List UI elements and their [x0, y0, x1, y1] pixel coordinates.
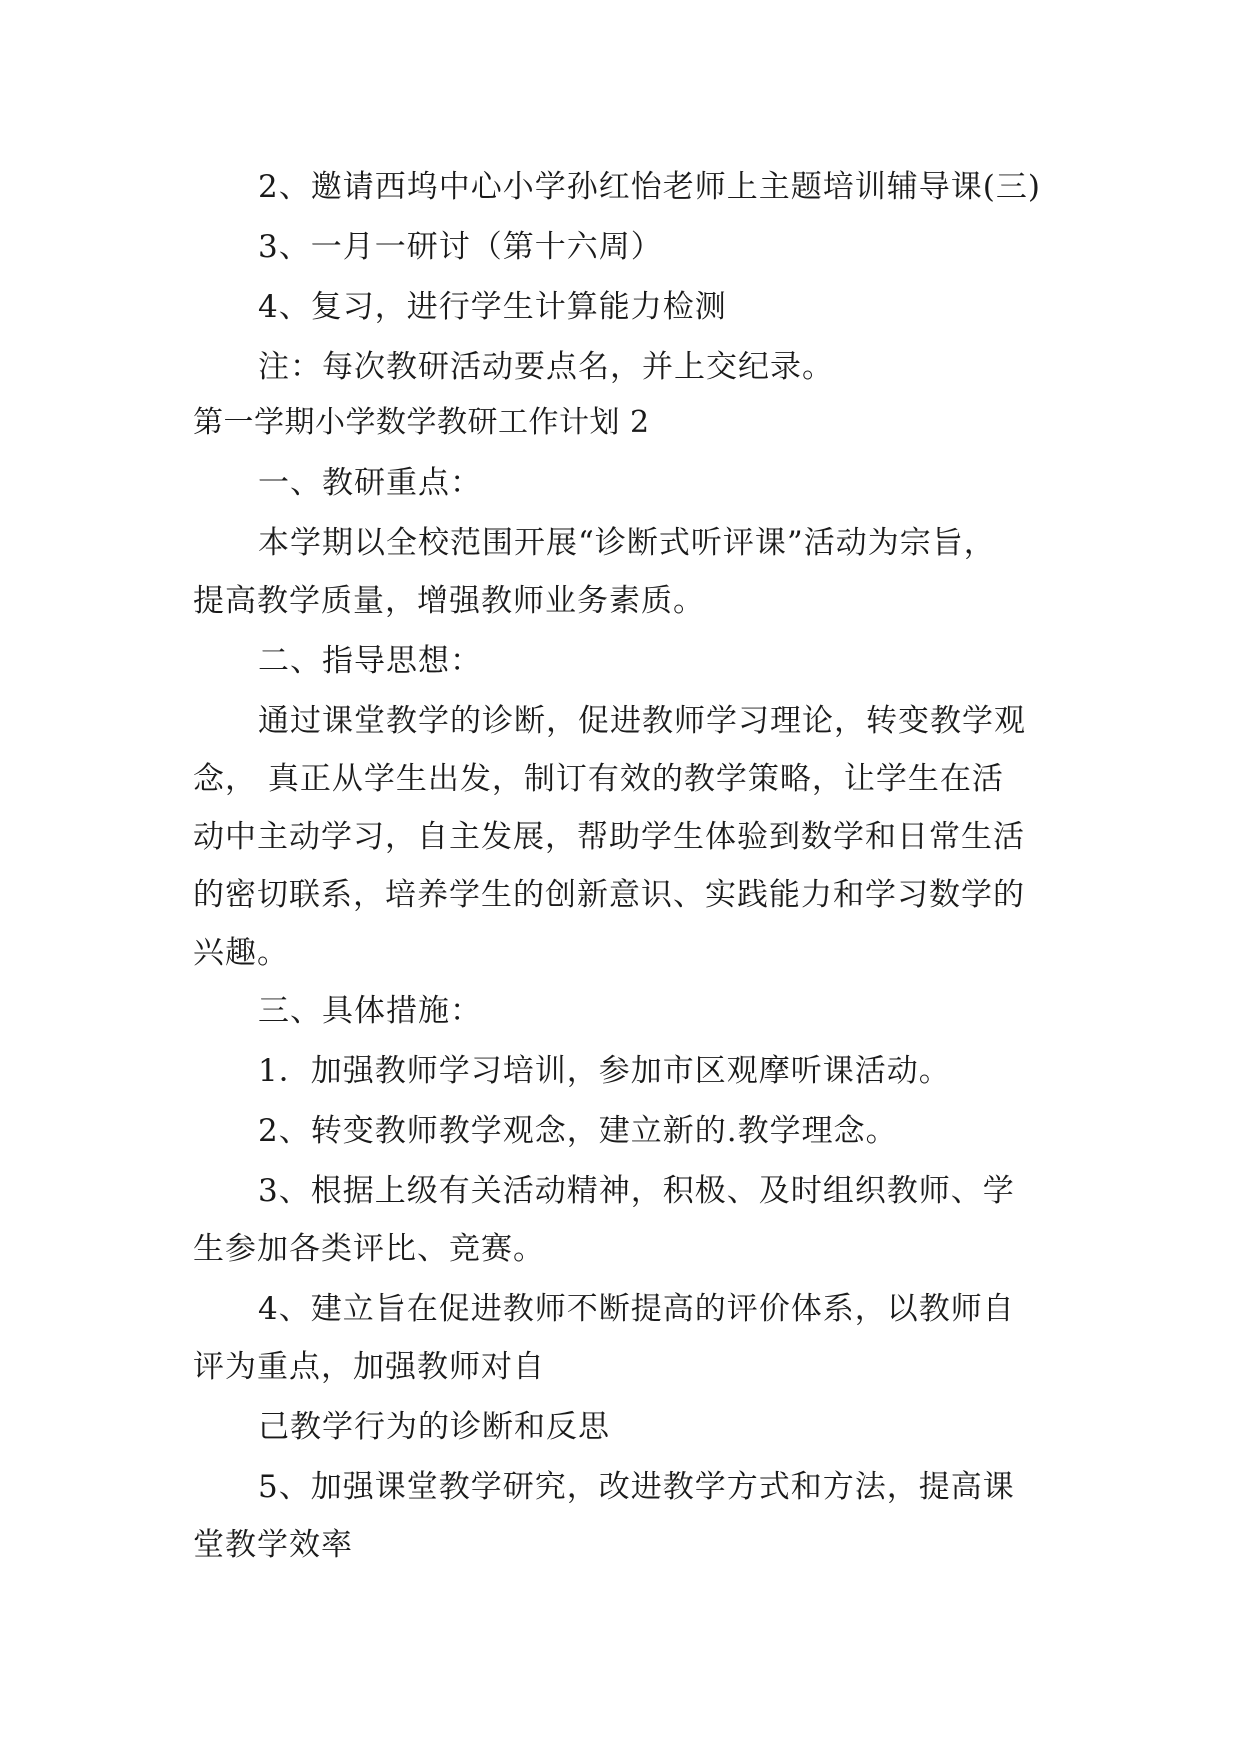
heading-guiding-thought: 二、指导思想：	[258, 643, 482, 679]
measure-4-line-2: 评为重点，加强教师对自	[193, 1349, 545, 1385]
paragraph-thought-line-3: 动中主动学习，自主发展，帮助学生体验到数学和日常生活	[193, 819, 1025, 855]
heading-specific-measures: 三、具体措施：	[258, 993, 482, 1029]
paragraph-thought-line-4: 的密切联系，培养学生的创新意识、实践能力和学习数学的	[193, 877, 1025, 913]
item-3-monthly-seminar: 3、一月一研讨（第十六周）	[258, 229, 663, 265]
item-2-invite-teacher: 2、邀请西坞中心小学孙红怡老师上主题培训辅导课(三)	[258, 169, 1041, 205]
measure-3-line-1: 3、根据上级有关活动精神，积极、及时组织教师、学	[258, 1173, 1015, 1209]
paragraph-thought-line-5: 兴趣。	[193, 935, 289, 971]
measure-4-line-3: 己教学行为的诊断和反思	[258, 1409, 610, 1445]
measure-2: 2、转变教师教学观念，建立新的.教学理念。	[258, 1113, 898, 1149]
paragraph-focus-line-1: 本学期以全校范围开展“诊断式听评课”活动为宗旨，	[258, 525, 996, 561]
measure-4-line-1: 4、建立旨在促进教师不断提高的评价体系，以教师自	[258, 1291, 1015, 1327]
measure-1: 1．加强教师学习培训，参加市区观摩听课活动。	[258, 1053, 951, 1089]
paragraph-thought-line-2: 念， 真正从学生出发，制订有效的教学策略，让学生在活	[193, 761, 1004, 797]
note-line: 注：每次教研活动要点名，并上交纪录。	[258, 349, 834, 385]
section-title: 第一学期小学数学教研工作计划 2	[193, 405, 650, 440]
paragraph-focus-line-2: 提高教学质量，增强教师业务素质。	[193, 583, 705, 619]
paragraph-thought-line-1: 通过课堂教学的诊断，促进教师学习理论，转变教学观	[258, 703, 1026, 739]
measure-5-line-2: 堂教学效率	[193, 1527, 353, 1563]
measure-5-line-1: 5、加强课堂教学研究，改进教学方式和方法，提高课	[258, 1469, 1015, 1505]
item-4-review: 4、复习，进行学生计算能力检测	[258, 289, 727, 325]
heading-research-focus: 一、教研重点：	[258, 465, 482, 501]
measure-3-line-2: 生参加各类评比、竞赛。	[193, 1231, 545, 1267]
